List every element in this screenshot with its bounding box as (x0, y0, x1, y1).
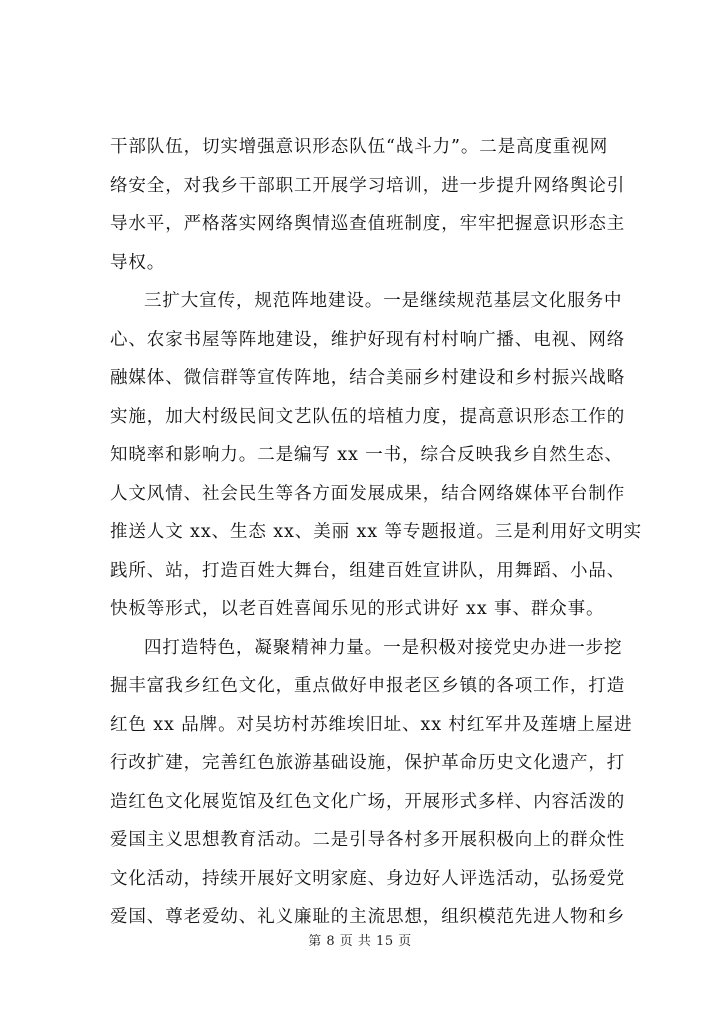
text-line: 推送人文 xx、生态 xx、美丽 xx 等专题报道。三是利用好文明实 (110, 522, 643, 542)
text-line: 导水平，严格落实网络舆情巡查值班制度，牢牢把握意识形态主 (110, 214, 626, 234)
text-line: 导权。 (110, 252, 166, 273)
page-number-footer: 第 8 页 共 15 页 (308, 934, 412, 949)
text-line: 融媒体、微信群等宣传阵地，结合美丽乡村建设和乡村振兴战略 (110, 368, 626, 388)
text-line: 造红色文化展览馆及红色文化广场，开展形式多样、内容活泼的 (110, 791, 626, 812)
text-line: 爱国主义思想教育活动。二是引导各村多开展积极向上的群众性 (110, 830, 626, 850)
document-body (110, 128, 643, 937)
text-line: 行改扩建，完善红色旅游基础设施，保护革命历史文化遗产，打 (110, 753, 626, 773)
text-line: 实施，加大村级民间文艺队伍的培植力度，提高意识形态工作的 (110, 406, 626, 427)
paragraph-heading-line: 三扩大宣传，规范阵地建设。一是继续规范基层文化服务中 (144, 291, 623, 311)
text-line: 爱国、尊老爱幼、礼义廉耻的主流思想，组织模范先进人物和乡 (110, 907, 626, 927)
text-line: 人文风情、社会民生等各方面发展成果，结合网络媒体平台制作 (110, 483, 626, 504)
paragraph-heading-line: 四打造特色，凝聚精神力量。一是积极对接党史办进一步挖 (144, 637, 623, 658)
text-line: 红色 xx 品牌。对吴坊村苏维埃旧址、xx 村红军井及莲塘上屋进 (110, 714, 633, 735)
text-line: 掘丰富我乡红色文化，重点做好申报老区乡镇的各项工作，打造 (110, 676, 626, 696)
text-line: 络安全，对我乡干部职工开展学习培训，进一步提升网络舆论引 (110, 175, 626, 196)
text-line: 快板等形式，以老百姓喜闻乐见的形式讲好 xx 事、群众事。 (110, 599, 605, 619)
text-line: 践所、站，打造百姓大舞台，组建百姓宣讲队，用舞蹈、小品、 (110, 560, 626, 581)
text-line: 干部队伍，切实增强意识形态队伍“战斗力”。二是高度重视网 (110, 137, 609, 157)
text-line: 文化活动，持续开展好文明家庭、身边好人评选活动，弘扬爱党 (110, 868, 626, 889)
text-line: 知晓率和影响力。二是编写 xx 一书，综合反映我乡自然生态、 (110, 445, 623, 465)
text-line: 心、农家书屋等阵地建设，维护好现有村村响广播、电视、网络 (110, 329, 626, 350)
